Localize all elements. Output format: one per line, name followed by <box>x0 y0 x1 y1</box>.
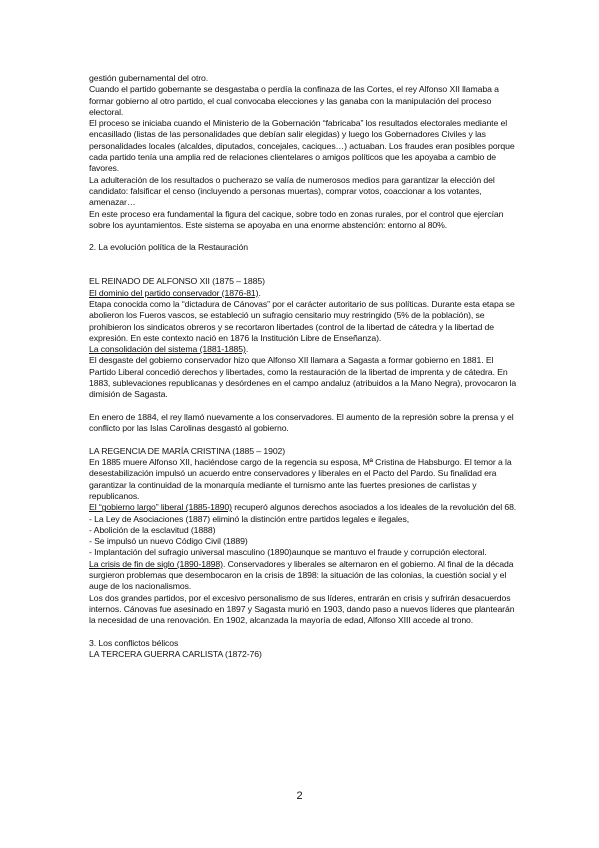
consolidacion-title-end: . <box>245 344 249 355</box>
crisis-title: La crisis de fin de siglo (1890-1898) <box>89 558 223 569</box>
section-3-heading: 3. Los conflictos bélicos <box>89 637 179 648</box>
carlista-heading: LA TERCERA GUERRA CARLISTA (1872-76) <box>89 649 262 660</box>
regencia-heading: LA REGENCIA DE MARÍA CRISTINA (1885 – 1902) <box>89 445 286 456</box>
paragraph-conservador: Etapa conocida como la “dictadura de Cánovas” por el carácter autoritario de sus políticas. Durante esta etapa se abolieron los Fueros vascos, se estableció un sufragio censitario muy restringido (5% de la población), se prohibieron los sindicatos obreros y se recortaron libertades (control de la libertad de cátedra y la libertad de expresión. En este contexto nació en 1876 la Institución Libre de Enseñanza). <box>89 298 515 343</box>
section-2-heading: 2. La evolución política de la Restauración <box>89 242 248 253</box>
consolidacion-title-line <box>89 344 519 355</box>
conservador-title-end: . <box>258 287 261 298</box>
gobierno-largo-title: El “gobierno largo” liberal (1885-1890) <box>89 502 232 513</box>
conservador-title-line <box>89 288 519 299</box>
paragraph-proceso-electoral: El proceso se iniciaba cuando el Ministerio de la Gobernación “fabricaba” los resultados electorales mediante el encasillado (listas de las personalidades que debían salir elegidas) y luego los Gobernadores Civiles y las personalidades locales (alcaldes, diputados, concejales, caciques…) actuaban. Los fraudes eran posibles porque cada partido tenía una amplia red de relaciones clientelares o amigos políticos que les apoyaba a cambio de favores. <box>89 118 515 174</box>
paragraph-consolidacion: El desgaste del gobierno conservador hizo que Alfonso XII llamara a Sagasta a formar gobierno en 1881. El Partido Liberal concedió derechos y libertades, como la restauración de la libertad de imprenta y de cátedra. En 1883, sublevaciones republicanas y desórdenes en el campo andaluz (atribuidos a la Mano Negra), provocaron la dimisión de Sagasta. <box>89 355 517 400</box>
paragraph-gobierno-largo <box>89 502 519 513</box>
paragraph-crisis-fin-siglo <box>89 559 519 593</box>
crisis-text: . Conservadores y liberales se alternaron en el gobierno. Al final de la década surgieron problemas que desembocaron en la crisis de 1898: la situación de las colonias, la cuestión social y el auge de los nacionalismos. <box>89 558 514 592</box>
paragraph-conflicto-carolinas: En enero de 1884, el rey llamó nuevamente a los conservadores. El aumento de la represión sobre la prensa y el conflicto por las Islas Carolinas desgastó al gobierno. <box>89 411 514 434</box>
paragraph-cacique: En este proceso era fundamental la figura del cacique, sobre todo en zonas rurales, por el control que ejercían sobre los ayuntamientos. Este sistema se apoyaba en una enorme abstención: entorno al 80%. <box>89 208 504 230</box>
conservador-title: El dominio del partido conservador (1876-81) <box>89 287 259 298</box>
paragraph-turno-partidos: Cuando el partido gobernante se desgastaba o perdía la confinaza de las Cortes, el rey Alfonso XII llamaba a formar gobierno al otro partido, el cual convocaba elecciones y las ganaba con la manipulación del proceso electoral. <box>89 84 499 117</box>
alfonso-xii-heading: EL REINADO DE ALFONSO XII (1875 – 1885) <box>89 276 265 287</box>
list-item: - La Ley de Asociaciones (1887) eliminó la distinción entre partidos legales e ilegales, <box>89 513 410 524</box>
paragraph-gestion: gestión gubernamental del otro. <box>89 73 209 83</box>
consolidacion-title: La consolidación del sistema (1881-1885) <box>89 344 246 355</box>
page-body <box>89 73 519 660</box>
list-item: - Abolición de la esclavitud (1888) <box>89 524 216 535</box>
paragraph-pucherazo: La adulteración de los resultados o pucherazo se valía de numerosos medios para garantizar la elección del candidato: falsificar el censo (incluyendo a personas muertas), comprar votos, coaccionar a los votantes, amenazar… <box>89 174 495 208</box>
page-number: 2 <box>296 790 303 802</box>
list-item: - Se impulsó un nuevo Código Civil (1889) <box>89 536 248 547</box>
paragraph-partidos-crisis: Los dos grandes partidos, por el excesivo personalismo de sus líderes, entrarán en crisis y sufrirán desacuerdos internos. Cánovas fue asesinado en 1897 y Sagasta murió en 1903, dando paso a nuevos líderes que plantearán la necesidad de una renovación. En 1902, alcanzada la mayoría de edad, Alfonso XIII accede al trono. <box>89 592 515 626</box>
gobierno-largo-text: recuperó algunos derechos asociados a los ideales de la revolución del 68. <box>231 502 517 513</box>
paragraph-regencia: En 1885 muere Alfonso XII, haciéndose cargo de la regencia su esposa, Mª Cristina de Habsburgo. El temor a la desestabilización impulsó un acuerdo entre conservadores y liberales en el Pacto del Pardo. Su finalidad era garantizar la continuidad de la monarquía mediante el turnismo ante las fuertes presiones de carlistas y republicanos. <box>89 457 512 501</box>
list-item: - Implantación del sufragio universal masculino (1890)aunque se mantuvo el fraude y corrupción electoral. <box>89 547 487 558</box>
